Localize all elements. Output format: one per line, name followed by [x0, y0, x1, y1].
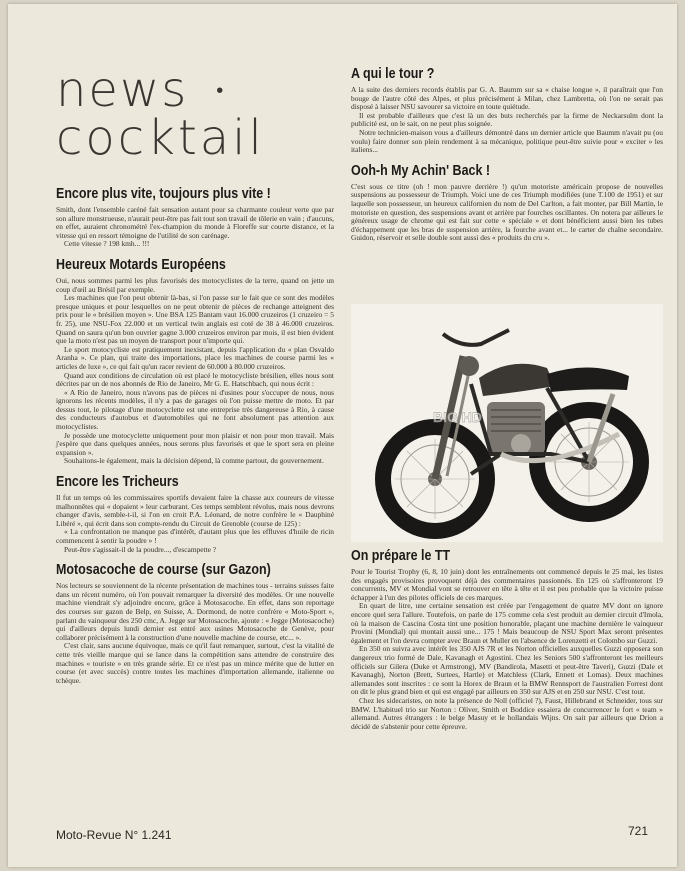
article-paragraph: Souhaitons-le également, mais la décision dépend, là comme partout, du gouvernement.: [64, 456, 324, 466]
article-ooh-my-achin-back: [351, 163, 663, 243]
article-paragraph: Oui, nous sommes parmi les plus favorisés des motocyclistes de la terre, quand on jette un coup d'œil au Brésil par exemple.: [56, 275, 334, 294]
article-paragraph: En quart de litre, une certaine sensation est créée par l'engagement de quatre MV dont on ignore encore quel sera l'allure. Toutefois, on parle de 175 comme cela s'est produit au dernier circuit d'Imola, où la maison de Cascina Costa tint une position honorable, plaçant une machine dernière le vainqueur Provini (Mondial) qui montait aussi une... 175 ! Mais beaucoup de NSU Sport Max seront présentes également et l'on devra compter avec Braun et Muller en l'absence de Lorenzetti et Colombo sur Guzzi.: [351, 601, 663, 645]
article-encore-les-tricheurs: [56, 474, 334, 554]
motorcycle-illustration: [351, 304, 663, 542]
article-paragraph: Cette vitesse ? 198 kmh... !!!: [64, 239, 150, 249]
article-paragraph: Peut-être s'agissait-il de la poudre..., d'escampette ?: [64, 544, 217, 554]
article-title: Ooh-h My Achin' Back !: [351, 162, 490, 179]
magazine-page: [8, 4, 677, 867]
masthead-line-cocktail: cocktail: [56, 110, 265, 166]
article-paragraph: Smith, dont l'ensemble caréné fait sensation autant pour sa charmante couleur verte que par son allure monstrueuse, n'aurait peut-être pas fait tout son travail de tôlerie en vain ; d'aucuns, en effet, auraient chronométré l'ex-champion du monde à Floreffe sur courte distance, et la vitesse qui en ressort témoigne de l'utilité de son carénage.: [56, 205, 334, 240]
article-paragraph: « La confrontation ne manque pas d'intérêt, d'autant plus que les effluves d'huile de ricin commencent à sentir la poudre » !: [56, 527, 334, 545]
page-number: 721: [628, 824, 649, 838]
article-paragraph: A la suite des derniers records établis par G. A. Baumm sur sa « chaise longue », il paraîtrait que l'on bouge de l'autre côté des Alpes, et plus précisément à Milan, chez Lambretta, où l'on ne serait pas disposé à laisser NSU savourer sa victoire en toute quiétude.: [351, 85, 663, 112]
article-paragraph: Quand aux conditions de circulation où est placé le motocycliste brésilien, elles nous sont décrites par un de nos abonnés de Rio de Janeiro, Mr G. E. Hatschbach, qui nous écrit :: [56, 370, 334, 389]
motorcycle-photo: [351, 304, 663, 542]
right-column-bottom: [351, 548, 663, 739]
watermark-text: BIG HD: [433, 409, 482, 425]
article-title: Encore les Tricheurs: [56, 474, 179, 491]
left-column: [56, 186, 334, 693]
article-paragraph: En 350 on suivra avec intérêt les 350 AJS 7R et les Norton officielles auxquelles Guzzi opposera son dangereux trio formé de Dale, Kavanagh et Agostini. Chez les Seniors 500 s'affronteront les meilleurs officiels sur Gilera (Duke et Armstrong), MV (Bandirola, Masetti et peut-être Taveri), Guzzi (Dale et Kavanagh), Norton (Brett, Surtees, Hartle) et Matchless (Clark, Ennett et Lomas). Deux machines allemandes sont inscrites : ce sont la Horex de Braun et la BMW Rennsport de l'australien Forrest dont on dit le plus grand bien et qui est engagé par ailleurs en 350 sur AJS et en 250 sur NSU. C'est tout.: [351, 644, 663, 697]
article-paragraph: Chez les sidecaristes, on note la présence de Noll (officiel ?), Faust, Hillebrand et Schneider, tous sur BMW. L'habituel trio sur Norton : Oliver, Smith et Boddice essaiera de concurrencer le fort « team » allemand. Autres étrangers : le belge Masuy et le hollandais Wijns. On sait par ailleurs que Drion a décidé de s'abstenir pour cette épreuve.: [351, 695, 663, 731]
article-paragraph: C'est sous ce titre (oh ! mon pauvre derrière !) qu'un motoriste américain propose de nouvelles suspensions au possesseur de Triumph. Voici une de ces Triumph modifiées (une T.100 de 1951) et sur laquelle son possesseur, un heureux californien du nom de Del Carlton, a fait monter, par Bill Martin, le motoriste en question, des suspensions avant et arrière par fourches oscillantes. On notera par ailleurs le généreux usage de chrome qui est fait sur cette « spéciale » et dont bénéficient aussi bien les tubes d'échappement que les bras de suspension arrière, la fourche avant et... le carter de chaîne secondaire. Guidon, réservoir et selle double sont aussi des « produits du cru ».: [351, 181, 663, 243]
article-a-qui-le-tour: [351, 66, 663, 155]
right-column-top: [351, 66, 663, 251]
article-title: A qui le tour ?: [351, 66, 435, 82]
article-paragraph: Nos lecteurs se souviennent de la récente présentation de machines tous - terrains suisses faite dans un récent numéro, où l'on pouvait remarquer la diversité des modèles. Or une nouvelle machine viendrait s'y adjoindre encore, grâce à Motosacoche. En effet, dans son reportage des courses sur gazon de Belp, en Suisse, A. Dormond, de notre confrère « Moto-Sport », parlant du vainqueur des 250 cmc, A. Jegge sur Motosacoche, ajoute : « Jegge (Motosacoche) qui d'ailleurs depuis lundi dernier est entré aux usines Motosacoche de Genève, pour collaborer précisément à la construction d'une nouvelle machine de course, etc... ».: [56, 581, 334, 642]
article-paragraph: C'est clair, sans aucune équivoque, mais ce qu'il faut remarquer, surtout, c'est la vitalité de cette très vieille marque qui se lance dans la compétition sans attendre de construire des machines « touriste » en très grande série. Et ce n'est pas un mince mérite que de lutter en course (et avec succès) contre toutes les machines d'importation allemande, italienne ou tchèque.: [56, 641, 334, 685]
article-title: On prépare le TT: [351, 548, 451, 564]
article-heureux-motards: [56, 257, 334, 466]
article-paragraph: Le sport motocycliste est pratiquement inexistant, depuis l'application du « plan Osvaldo Aranha ». Ce plan, qui traite des importations, place les machines de course parmi les « articles de luxe », ce qui fait qu'un racer revient de 60.000 à 80.000 cruzeiros.: [56, 344, 334, 371]
article-on-prepare-le-tt: [351, 548, 663, 731]
article-paragraph: Il est probable d'ailleurs que c'est là un des buts recherchés par la firme de Neckarsulm dont la publicité est, on le sait, on ne peut plus soignée.: [351, 110, 663, 129]
headlamp: [459, 356, 479, 376]
article-title: Motosacoche de course (sur Gazon): [56, 562, 271, 579]
masthead-line-news: news: [56, 62, 189, 118]
article-paragraph: Il fut un temps où les commissaires sportifs devaient faire la chasse aux coureurs de vitesse malhonnêtes qui « dopaient » leur carburant. Ces temps semblent révolus, mais nous devrons changer d'avis, semble-t-il, si l'on en croit P.A. Léonard, de notre confrère le « Dauphiné Libéré », qui écrit dans son compte-rendu du Circuit de Grenoble (course de 125) :: [56, 493, 334, 528]
article-motosacoche: [56, 562, 334, 685]
publication-footer: Moto-Revue N° 1.241: [56, 828, 172, 842]
article-title: Heureux Motards Européens: [56, 256, 226, 273]
masthead-title: news • cocktail: [56, 66, 336, 166]
article-paragraph: Notre technicien-maison vous a d'ailleurs démontré dans un dernier article que Baumm n'avait pu (ou voulu) faire donner son plein rendement à sa mécanique, politique peut-être suivie pour « exciter » les italiens...: [351, 127, 663, 155]
article-paragraph: Je possède une motocyclette uniquement pour mon plaisir et non pour mon travail. Mais j'espère que dans quelques années, nous serons plus favorisés et que le sport sera en pleine expansion ».: [56, 430, 334, 457]
article-paragraph: Les machines que l'on peut obtenir là-bas, si l'on passe sur le fait que ce sont des modèles presque uniques et pour lesquelles on ne peut obtenir de pièces de rechange atteignent des prix pour le « brésilien moyen ». Une BSA 125 Bantam vaut 16.000 cruzeiros (1 cruzeiro = 5 fr. 25), une NSU-Fox 22.000 et un vertical twin anglais est coté de 38 à 46.000 cruzeiros. Quand on saura qu'un bon ouvrier gagne 3.000 cruzeiros environ par mois, il est bien évident que la moto n'est pas un moyen de transport pour n'importe qui.: [56, 293, 334, 346]
article-title: Encore plus vite, toujours plus vite !: [56, 186, 271, 202]
article-paragraph: Pour le Tourist Trophy (6, 8, 10 juin) dont les entraînements ont commencé depuis le 25 mai, les listes des engagés provisoires provoquent déjà des commentaires passionnés. En 125 où s'affronteront 19 concurrents, MV et Mondial vont se retrouver en tête à tête et il est peu probable que la victoire puisse échapper à l'un des pilotes officiels de ces marques.: [351, 567, 663, 602]
article-encore-plus-vite: [56, 186, 334, 249]
article-paragraph: « A Rio de Janeiro, nous n'avons pas de pièces ni d'usines pour s'occuper de nous, nous ignorons les récents modèles, il n'y a pas de garages où l'on puisse mettre de moto. Et par dessus tout, le pilotage d'une motocyclette est une entreprise très dangereuse à Rio, à cause des conducteurs d'autobus et d'automobiles qui ne font absolument pas attention aux motocyclistes.: [56, 387, 334, 432]
